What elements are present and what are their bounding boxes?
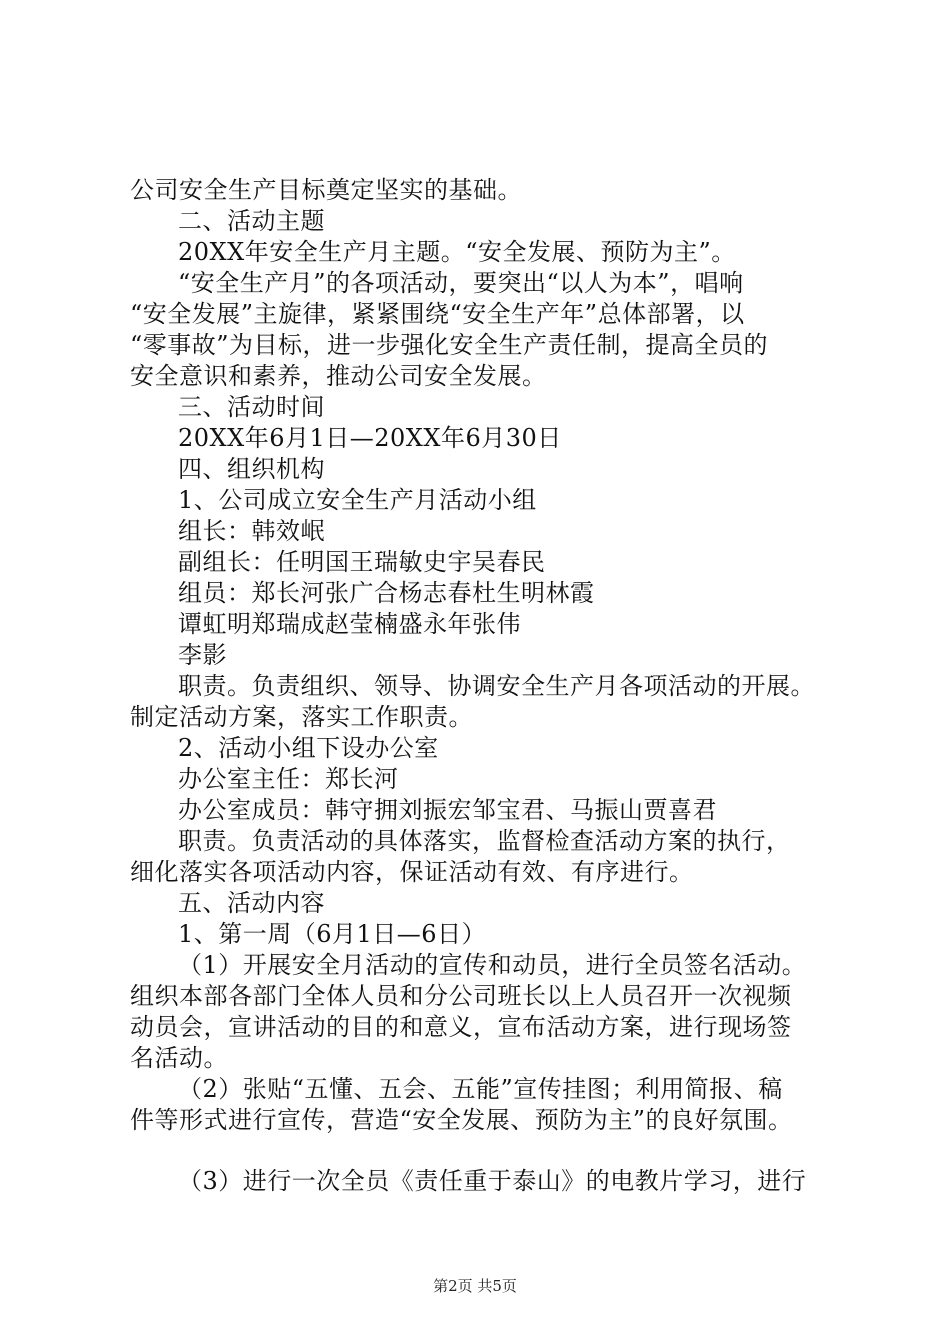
text-line: 办公室成员：韩守拥刘振宏邹宝君、马振山贾喜君 [178, 796, 717, 824]
text-line: 动员会，宣讲活动的目的和意义，宣布活动方案，进行现场签 [130, 1013, 792, 1041]
section-heading: 三、活动时间 [178, 393, 325, 421]
text-line: 件等形式进行宣传，营造“安全发展、预防为主”的良好氛围。 [130, 1106, 793, 1134]
text-line: “零事故”为目标，进一步强化安全生产责任制，提高全员的 [130, 331, 769, 359]
text-line: 李影 [178, 641, 227, 669]
text-line: （3）进行一次全员《责任重于泰山》的电教片学习，进行 [178, 1167, 807, 1195]
text-line: 20XX年6月1日—20XX年6月30日 [178, 424, 562, 452]
text-line: 办公室主任：郑长河 [178, 765, 399, 793]
text-line: 组长：韩效岷 [178, 517, 325, 545]
text-line: 职责。负责组织、领导、协调安全生产月各项活动的开展。 [178, 672, 815, 700]
text-line: 公司安全生产目标奠定坚实的基础。 [130, 176, 522, 204]
text-line: 名活动。 [130, 1044, 228, 1072]
text-line: 职责。负责活动的具体落实，监督检查活动方案的执行， [178, 827, 791, 855]
section-heading: 二、活动主题 [178, 207, 325, 235]
section-heading: 四、组织机构 [178, 455, 325, 483]
text-line: 制定活动方案，落实工作职责。 [130, 703, 473, 731]
text-line: 1、公司成立安全生产月活动小组 [178, 486, 537, 514]
text-line: 组员：郑长河张广合杨志春杜生明林霞 [178, 579, 595, 607]
text-line: 20XX年安全生产月主题。“安全发展、预防为主”。 [178, 238, 736, 266]
text-line: 细化落实各项活动内容，保证活动有效、有序进行。 [130, 858, 694, 886]
section-heading: 五、活动内容 [178, 889, 325, 917]
text-line: 安全意识和素养，推动公司安全发展。 [130, 362, 547, 390]
text-line: 2、活动小组下设办公室 [178, 734, 439, 762]
page-footer: 第2页 共5页 [433, 1277, 517, 1295]
text-line: （2）张贴“五懂、五会、五能”宣传挂图；利用简报、稿 [178, 1075, 783, 1103]
text-line: “安全生产月”的各项活动，要突出“以人为本”，唱响 [178, 269, 744, 297]
text-line: “安全发展”主旋律，紧紧围绕“安全生产年”总体部署，以 [130, 300, 745, 328]
text-line: 谭虹明郑瑞成赵莹楠盛永年张伟 [178, 610, 521, 638]
text-line: 副组长：任明国王瑞敏史宇吴春民 [178, 548, 546, 576]
text-line: （1）开展安全月活动的宣传和动员，进行全员签名活动。 [178, 951, 807, 979]
text-line: 组织本部各部门全体人员和分公司班长以上人员召开一次视频 [130, 982, 792, 1010]
text-line: 1、第一周（6月1日—6日） [178, 920, 487, 948]
